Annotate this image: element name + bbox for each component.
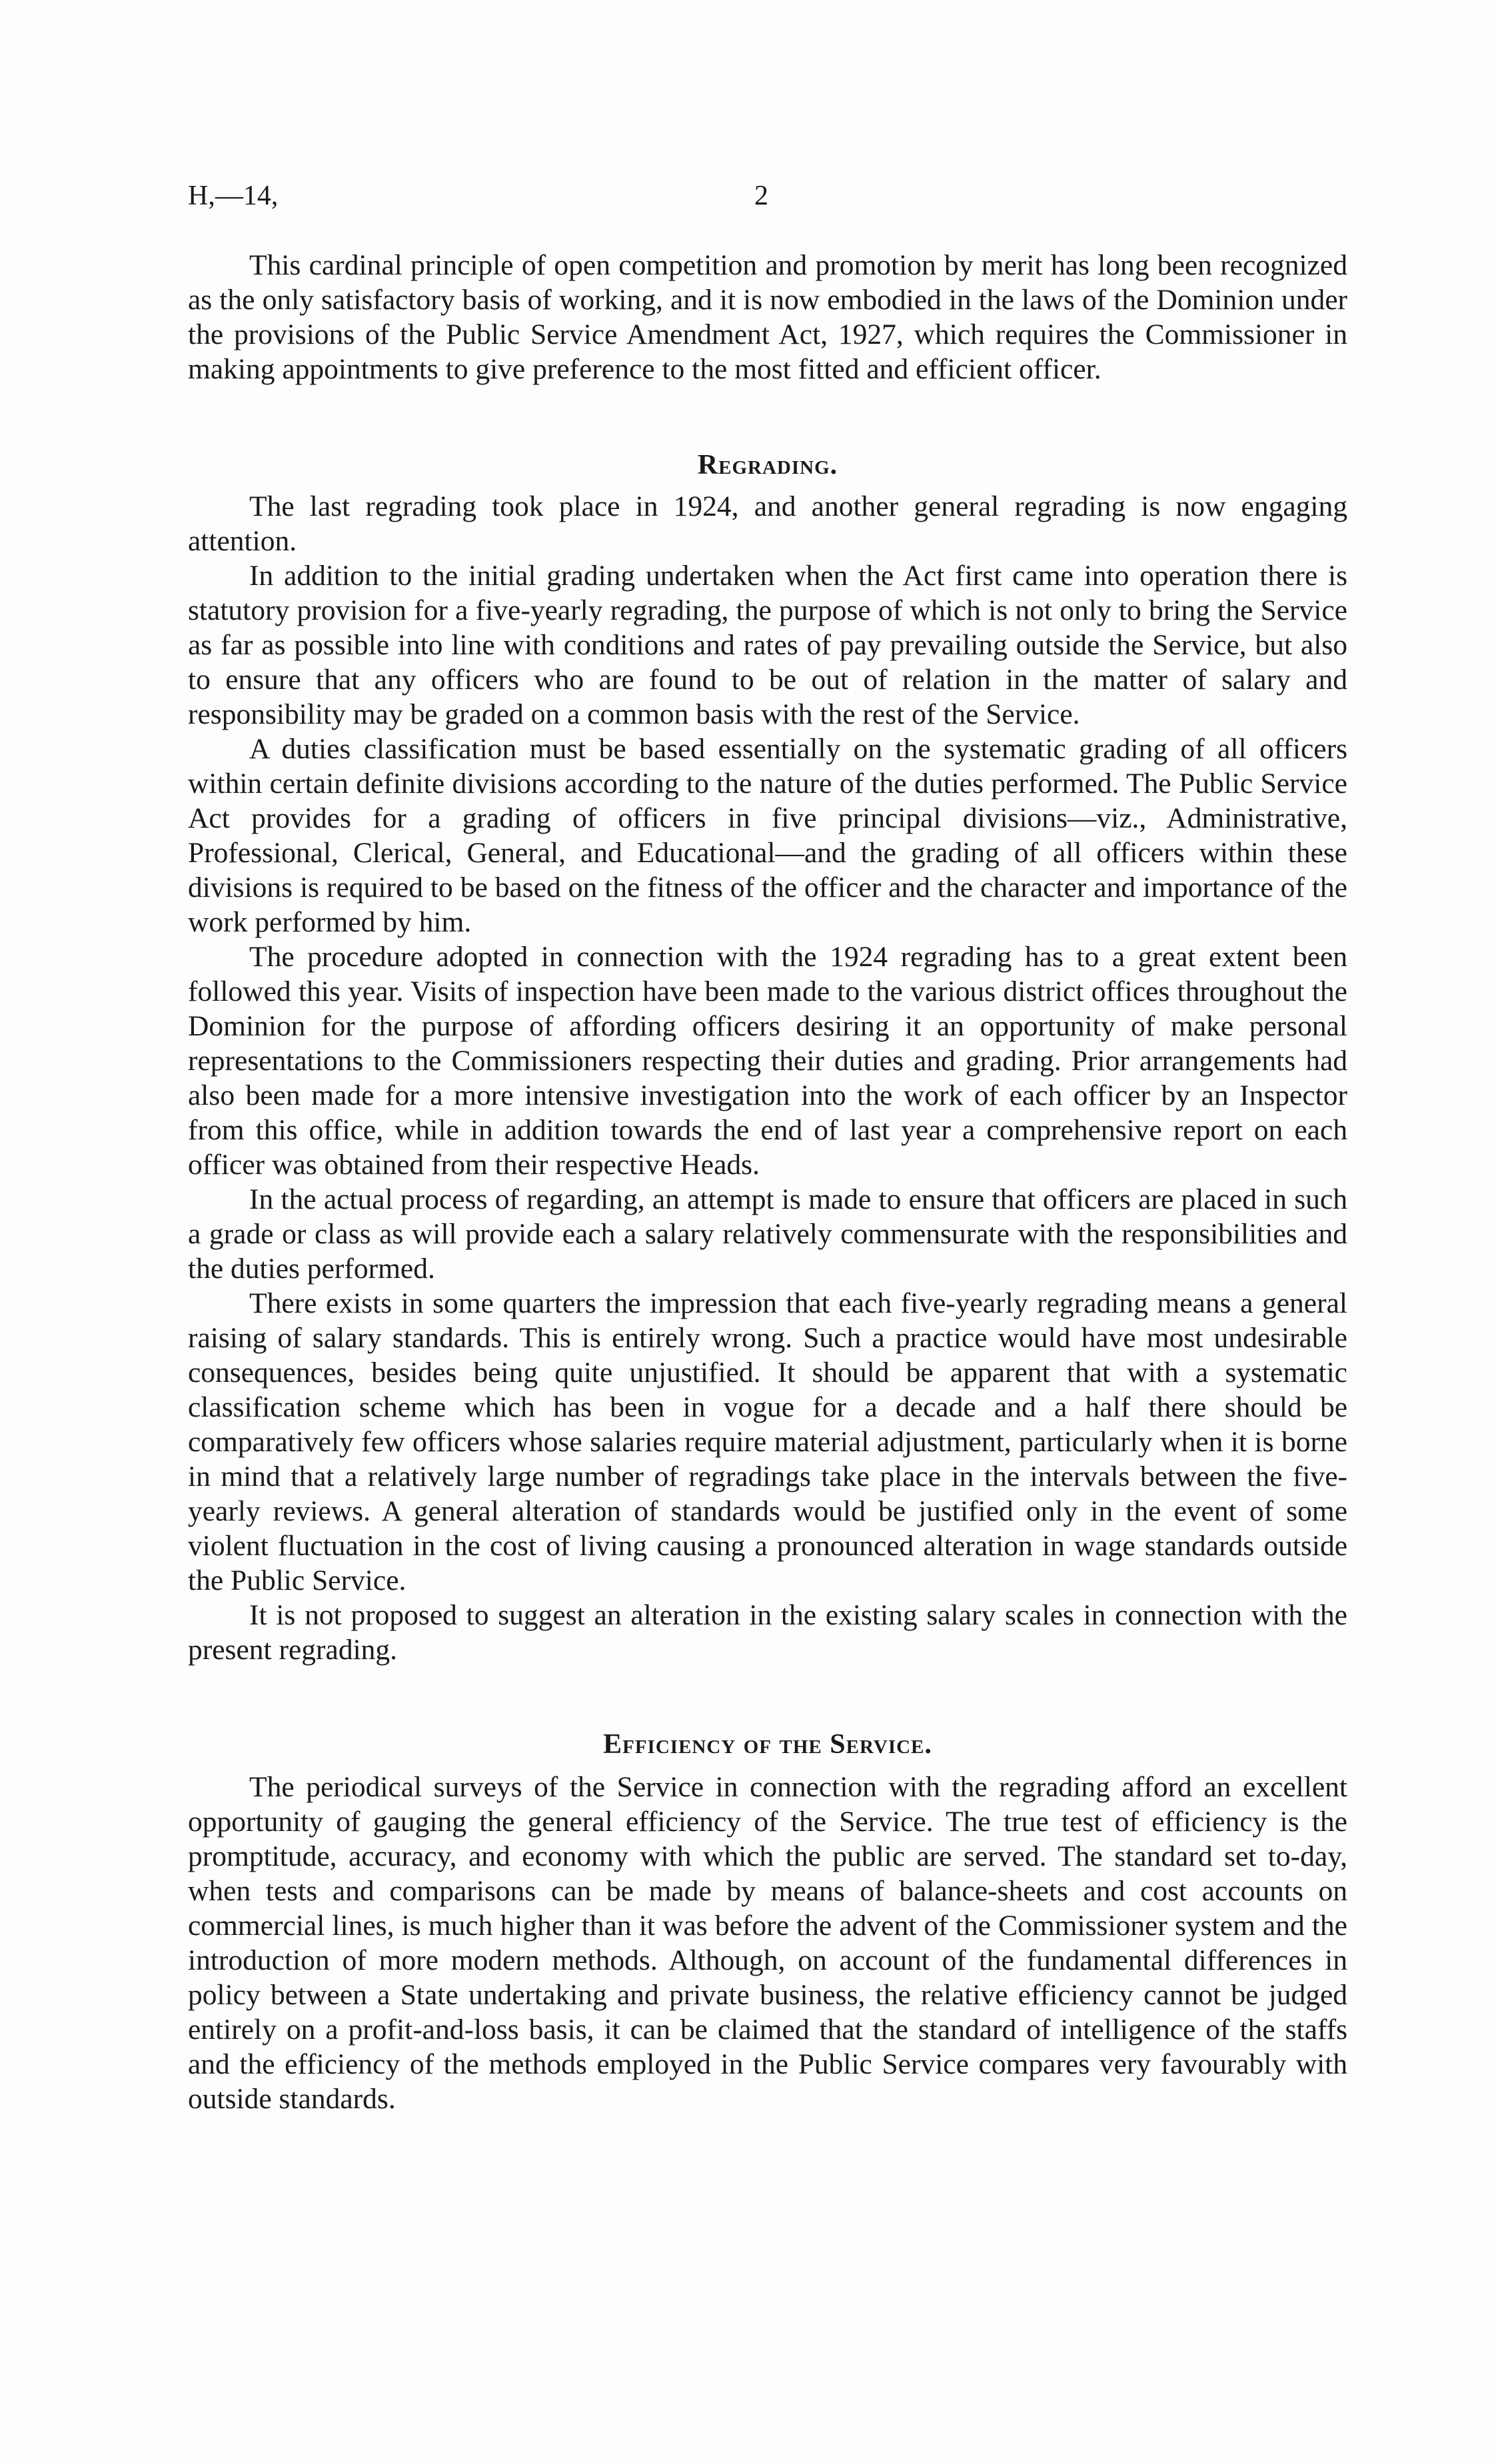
paragraph: It is not proposed to suggest an alteration in the existing salary scales in connection with the present regrading.	[188, 1599, 1347, 1666]
paragraph: In the actual process of regarding, an attempt is made to ensure that officers are placed in such a grade or class as will provide each a salary relatively commensurate with the responsibilities and the duties performed.	[188, 1183, 1347, 1285]
page-number: 2	[754, 181, 768, 211]
paragraph: There exists in some quarters the impression that each five-yearly regrading means a general raising of salary standards. This is entirely wrong. Such a practice would have most undesirable consequences, besides being quite unjustified. It should be apparent that with a systematic classification scheme which has been in vogue for a decade and a half there should be comparatively few officers whose salaries require material adjustment, particularly when it is borne in mind that a relatively large number of regradings take place in the intervals between the five-yearly reviews. A general alteration of standards would be justified only in the event of some violent fluctuation in the cost of living causing a pronounced alteration in wage standards outside the Public Service.	[188, 1287, 1347, 1596]
paragraph: The procedure adopted in connection with the 1924 regrading has to a great extent been followed this year. Visits of inspection have been made to the various district offices throughout the Dominion for the purpose of affording officers desiring it an opportunity of make personal representations to the Commissioners respecting their duties and grading. Prior arrangements had also been made for a more intensive investigation into the work of each officer by an Inspector from this office, while in addition towards the end of last year a comprehensive report on each officer was obtained from their respective Heads.	[188, 941, 1347, 1181]
document-reference: H,—14,	[188, 181, 279, 211]
paragraph-intro: This cardinal principle of open competition and promotion by merit has long been recognized as the only satisfactory basis of working, and it is now embodied in the laws of the Dominion under the provisions of the Public Service Amendment Act, 1927, which requires the Commissioner in making appointments to give preference to the most fitted and efficient officer.	[188, 249, 1347, 385]
paragraph: The periodical surveys of the Service in connection with the regrading afford an excellent opportunity of gauging the general efficiency of the Service. The true test of efficiency is the promptitude, accuracy, and economy with which the public are served. The standard set to-day, when tests and comparisons can be made by means of balance-sheets and cost accounts on commercial lines, is much higher than it was before the advent of the Commissioner system and the introduction of more modern methods. Although, on account of the fundamental differences in policy between a State undertaking and private business, the relative efficiency cannot be judged entirely on a profit-and-loss basis, it can be claimed that the standard of intelligence of the staffs and the efficiency of the methods employed in the Public Service compares very favourably with outside standards.	[188, 1771, 1347, 2115]
paragraph: A duties classification must be based essentially on the systematic grading of all officers within certain definite divisions according to the nature of the duties performed. The Public Service Act provides for a grading of officers in five principal divisions—viz., Administrative, Professional, Clerical, General, and Educational—and the grading of all officers within these divisions is required to be based on the fitness of the officer and the character and importance of the work performed by him.	[188, 733, 1347, 938]
section-heading-efficiency: Efficiency of the Service.	[603, 1729, 932, 1760]
page-header	[188, 180, 1347, 220]
document-body	[188, 248, 1347, 2116]
paragraph: The last regrading took place in 1924, and another general regrading is now engaging attention.	[188, 490, 1347, 557]
section-heading-regrading: Regrading.	[697, 450, 838, 480]
paragraph: In addition to the initial grading undertaken when the Act first came into operation there is statutory provision for a five-yearly regrading, the purpose of which is not only to bring the Service as far as possible into line with conditions and rates of pay prevailing outside the Service, but also to ensure that any officers who are found to be out of relation in the matter of salary and responsibility may be graded on a common basis with the rest of the Service.	[188, 560, 1347, 730]
